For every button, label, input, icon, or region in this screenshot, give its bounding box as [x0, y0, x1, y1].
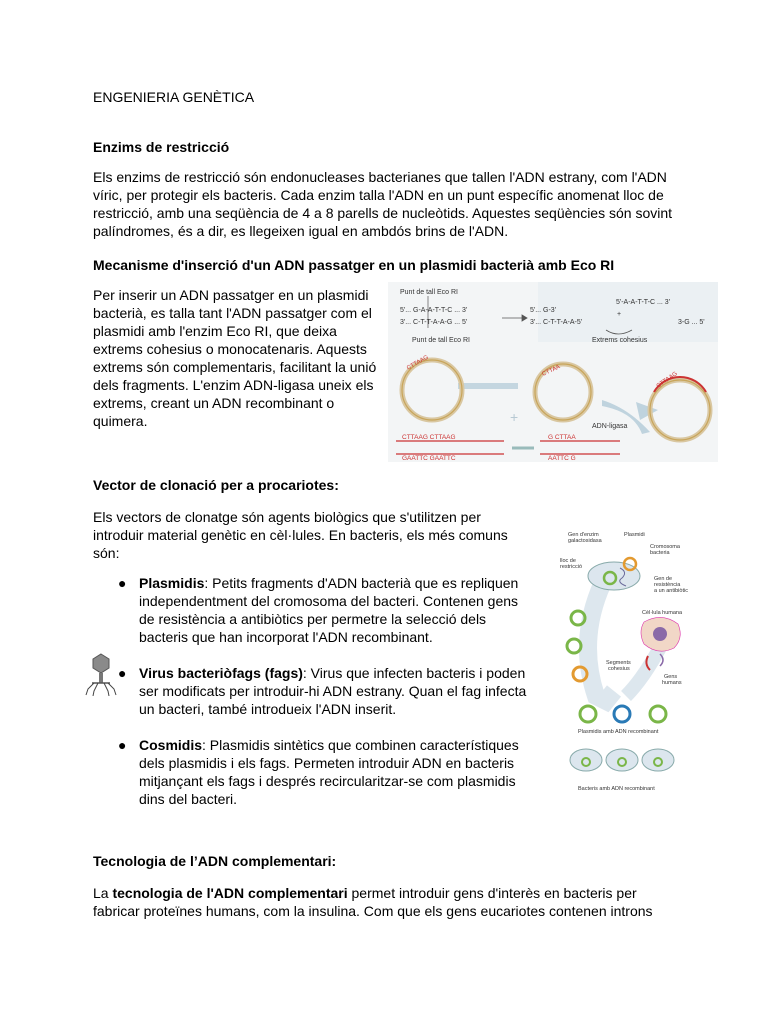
seq-bottom: 3'... C-T-T-A-A-G ... 5'	[400, 319, 468, 326]
term-cdna-technology: tecnologia de l'ADN complementari	[112, 885, 348, 901]
eco-ri-insertion-figure	[388, 282, 718, 462]
paragraph-restriction-enzymes: Els enzims de restricció són endonucleases bacterianes que tallen l'ADN estrany, com l'ADN víric, per protegir els bacteris. Cada enzim talla l'ADN en un punt específic anomenat lloc de restricció, amb una seqüència de 4 a 8 parells de nucleòtids. Aquestes seqüències són sovint palíndromes, és a dir, es llegeixen igual en ambdós brins de l'ADN.	[93, 169, 673, 239]
paragraph-insertion-mechanism: Per inserir un ADN passatger en un plasmidi bacterià, es talla tant l'ADN passatger com el plasmidi amb l'enzim Eco RI, que deixa extrems cohesius o monocatenaris. Aquests extrems són complementaris, facilitant la unió dels fragments. L'enzim ADN-ligasa uneix els extrems, creant un ADN recombinant o quimera.	[93, 287, 377, 429]
bullet: ●	[118, 665, 127, 681]
heading-cdna-technology: Tecnologia de l’ADN complementari:	[93, 853, 337, 869]
label-segments2: cohesius	[608, 666, 630, 672]
strand1-bottom: GAATTC GAATTC	[402, 455, 456, 462]
cut-label-top: Punt de tall Eco RI	[400, 289, 458, 296]
label-site: lloc de	[560, 558, 576, 564]
fragment2-bottom: 3-G ... 5'	[678, 319, 705, 326]
label-resistance2: resistència	[654, 582, 681, 588]
strand2-bottom: AATTC G	[548, 455, 576, 462]
list-item-cosmids: ● Cosmidis: Plasmidis sintètics que combinen característiques dels plasmidis i els fags. Permeten introduir ADN en bacteris mitjançant els fags i després recircularitzar-se com plasmidis dins del bacteri.	[118, 737, 519, 807]
strand2-top: G CTTAA	[548, 434, 576, 441]
svg-text:CTTAA: CTTAA	[541, 364, 562, 378]
label-chromosome: Cromosoma	[650, 544, 680, 550]
bacteriophage-icon	[84, 652, 118, 696]
label-chromosome2: bacteria	[650, 550, 670, 556]
label-site2: restricció	[560, 564, 583, 570]
label-gene2: galactosidasa	[568, 538, 602, 544]
fragment1-top: 5'... G-3'	[530, 307, 557, 314]
label-segments: Segments	[606, 660, 631, 666]
paragraph-cdna-technology: La tecnologia de l'ADN complementari permet introduir gens d'interès en bacteris per fabricar proteïnes humans, com la insulina. Com que els gens eucariotes contenen introns	[93, 885, 653, 919]
svg-text:CTTAAG: CTTAAG	[655, 371, 679, 390]
heading-cloning-vector: Vector de clonació per a procariotes:	[93, 477, 339, 493]
doc-title: ENGENIERIA GENÈTICA	[93, 89, 255, 105]
ligase-label: ADN-ligasa	[592, 423, 628, 430]
term-cosmids: Cosmidis	[139, 737, 203, 753]
cut-label-bottom: Punt de tall Eco RI	[412, 337, 470, 344]
svg-text:+: +	[510, 409, 519, 425]
paragraph-cloning-vector: Els vectors de clonatge són agents biològics que s'utilitzen per introduir material genètic en cèl·lules. En bacteris, els més comuns són:	[93, 509, 508, 561]
plasmid-cloning-figure	[556, 526, 706, 798]
fragment1-bottom: 3'... C-T-T-A-A-5'	[530, 319, 583, 326]
label-recombinant-plasmids: Plasmidis amb ADN recombinant	[578, 729, 659, 735]
label-human-cell: Cèl·lula humana	[642, 610, 683, 616]
label-gene: Gen d'enzim	[568, 532, 599, 538]
sticky-ends-label: Extrems cohesius	[592, 337, 648, 344]
svg-text:CTTAAG: CTTAAG	[406, 354, 430, 372]
term-phages: Virus bacteriòfags (fags)	[139, 665, 303, 681]
label-resistance3: a un antibiòtic	[654, 588, 688, 594]
bullet: ●	[118, 737, 127, 753]
list-item-phages: ● Virus bacteriòfags (fags): Virus que infecten bacteris i poden ser modificats per introduir-hi ADN estrany. Quan el fag infecta un bacteri, també introdueix l'ADN inserit.	[118, 665, 527, 717]
fragment2-top: 5'-A-A-T-T-C ... 3'	[616, 299, 671, 306]
bullet: ●	[118, 575, 127, 591]
term-plasmids: Plasmidis	[139, 575, 205, 591]
label-plasmid: Plasmidi	[624, 532, 645, 538]
label-resistance: Gen de	[654, 576, 673, 582]
heading-restriction-enzymes: Enzims de restricció	[93, 139, 230, 155]
label-human-genes: Gens	[664, 674, 678, 680]
label-human-genes2: humans	[662, 680, 682, 686]
label-recombinant-bacteria: Bacteris amb ADN recombinant	[578, 786, 655, 792]
heading-insertion-mechanism: Mecanisme d'inserció d'un ADN passatger en un plasmidi bacterià amb Eco RI	[93, 257, 615, 273]
plus-sign-top: +	[617, 311, 622, 318]
vector-list	[118, 574, 534, 826]
list-item-plasmids: ● Plasmidis: Petits fragments d'ADN bacterià que es repliquen independentment del cromosoma del bacteri. Contenen gens de resistència a antibiòtics per permetre la selecció dels bacteris que han incorporat l'ADN recombinant.	[118, 575, 519, 645]
strand1-top: CTTAAG CTTAAG	[402, 434, 456, 441]
seq-top: 5'... G-A-A-T-T-C ... 3'	[400, 307, 468, 314]
